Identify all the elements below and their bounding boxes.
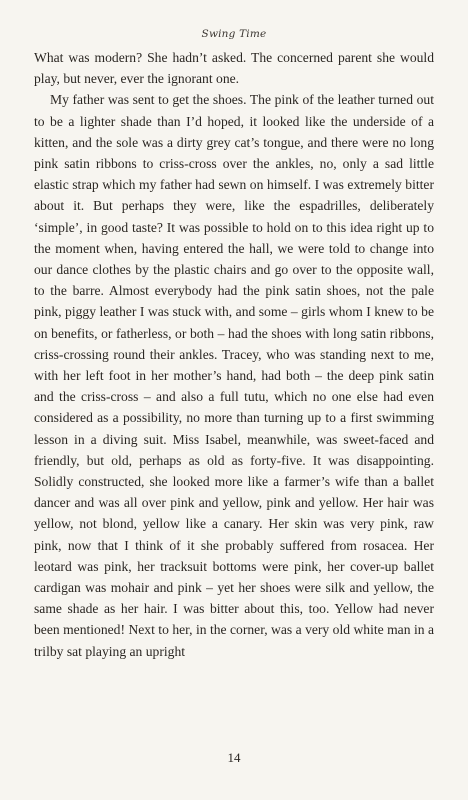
running-head: Swing Time [201,28,267,40]
page-number: 14 [227,750,241,765]
body-text [34,47,434,662]
paragraph: My father was sent to get the shoes. The pink of the leather turned out to be a lighter shade than I’d hoped, it looked like the underside of a kitten, and the sole was a dirty grey cat’s tongue, and there were no long pink satin ribbons to criss-cross over the ankles, no, only a sad little elastic strap which my father had sewn on himself. I was extremely bitter about it. But perhaps they were, like the espadrilles, deliberately ‘simple’, in good taste? It was possible to hold on to this idea right up to the moment when, having entered the hall, we were told to change into our dance clothes by the plastic chairs and go over to the opposite wall, to the barre. Almost everybody had the pink satin shoes, not the pale pink, piggy leather I was stuck with, and some – girls whom I knew to be on benefits, or fatherless, or both – had the shoes with long satin ribbons, criss-crossing round their ankles. Tracey, who was standing next to me, with her left foot in her mother’s hand, had both – the deep pink satin and the criss-cross – and also a full tutu, which no one else had even considered as a possibility, no more than turning up to a first swimming lesson in a diving suit. Miss Isabel, meanwhile, was sweet-faced and friendly, but old, perhaps as old as forty-five. It was disappointing. Solidly constructed, she looked more like a farmer’s wife than a ballet dancer and was all over pink and yellow, pink and yellow. Her hair was yellow, not blond, yellow like a canary. Her skin was very pink, raw pink, now that I think of it she probably suffered from rosacea. Her leotard was pink, her tracksuit bottoms were pink, her cover-up ballet cardigan was mohair and pink – yet her shoes were silk and yellow, the same shade as her hair. I was bitter about this, too. Yellow had never been mentioned! Next to her, in the corner, was a very old white man in a trilby sat playing an upright [34,92,434,659]
paragraph-continued: What was modern? She hadn’t asked. The concerned parent she would play, but never, ever the ignorant one. [34,50,434,87]
